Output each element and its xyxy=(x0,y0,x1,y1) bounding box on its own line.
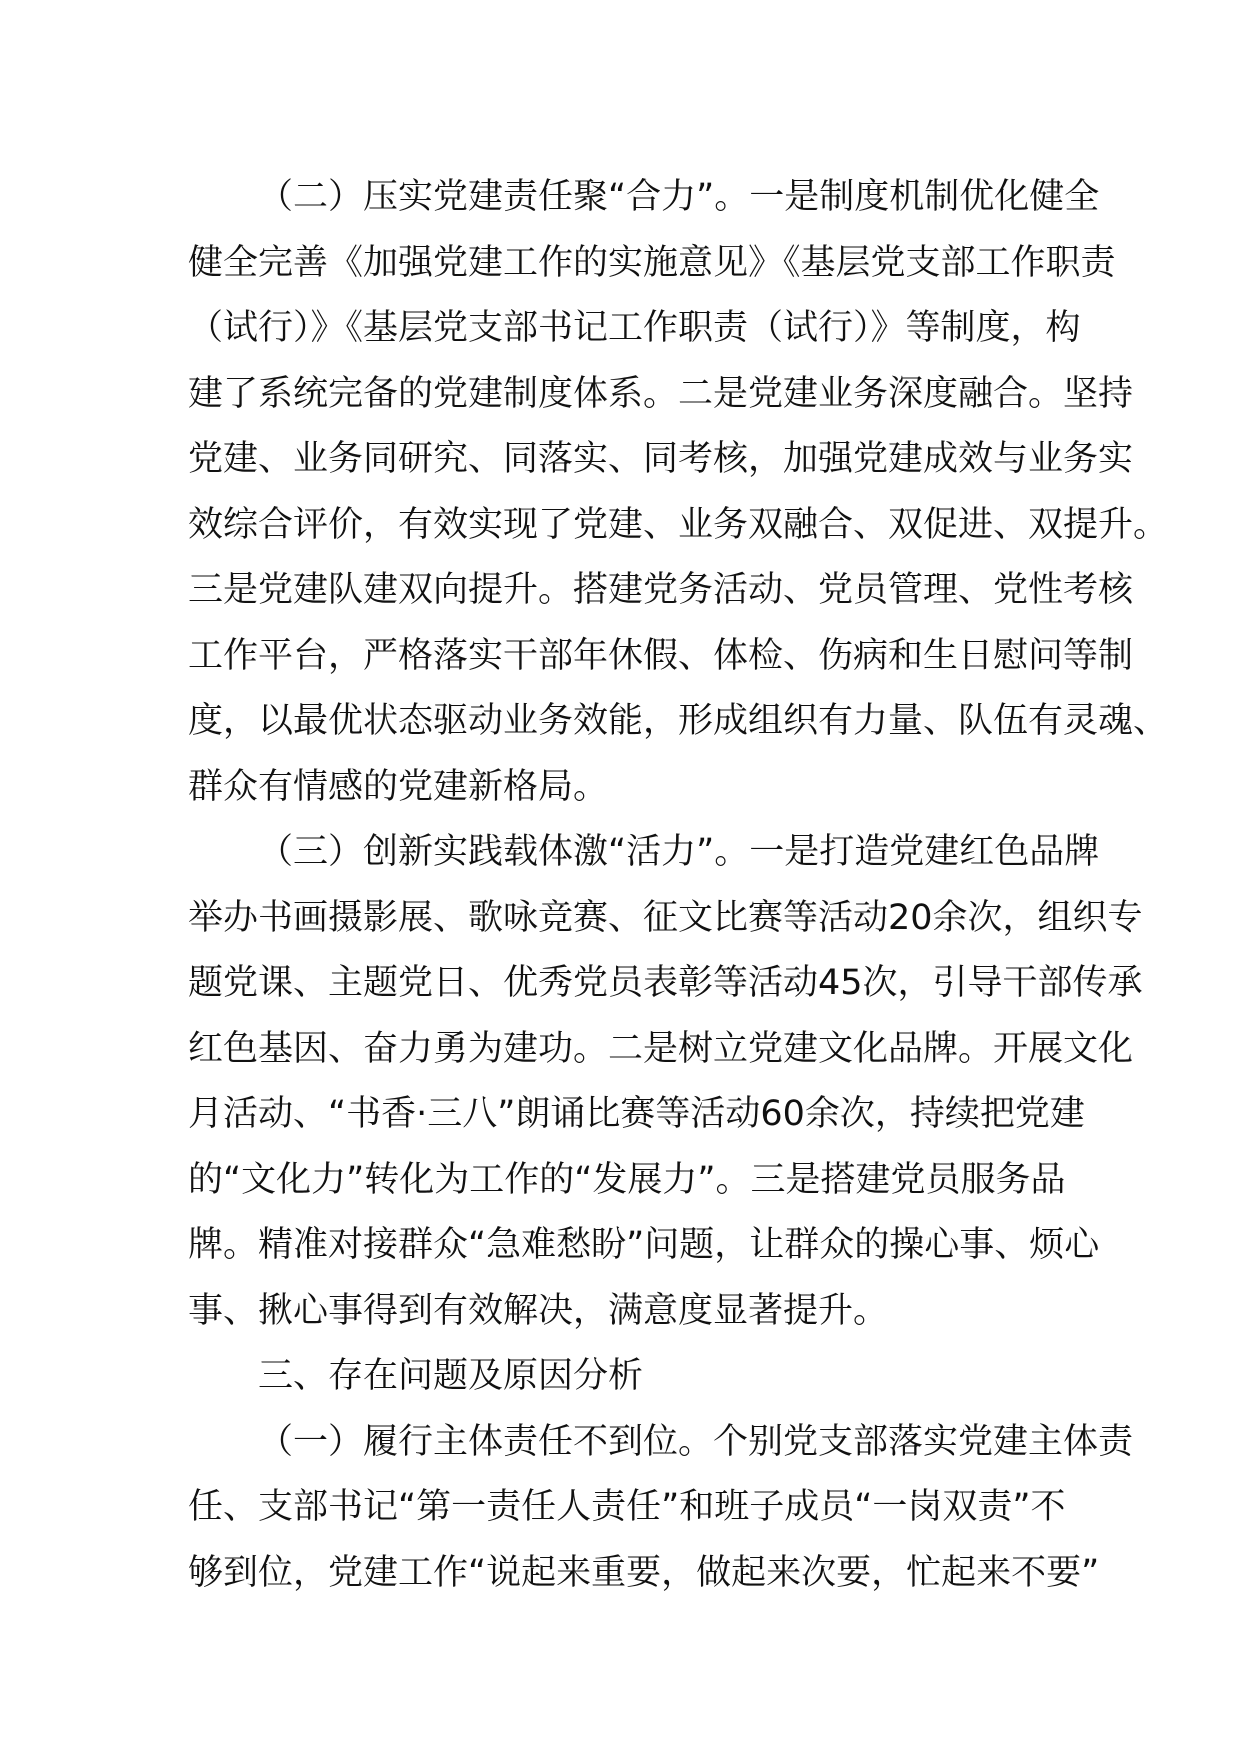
paragraph-line: 任、支部书记“第一责任人责任”和班子成员“一岗双责”不 xyxy=(188,1487,1066,1527)
paragraph-line: 事、揪心事得到有效解决，满意度显著提升。 xyxy=(188,1290,889,1331)
paragraph-line: 的“文化力”转化为工作的“发展力”。三是搭建党员服务品 xyxy=(188,1159,1066,1200)
paragraph-line: 工作平台，严格落实干部年休假、体检、伤病和生日慰问等制 xyxy=(188,635,1134,676)
paragraph-line: 月活动、“书香·三八”朗诵比赛等活动60余次，持续把党建 xyxy=(188,1094,1085,1134)
paragraph-line: 健全完善《加强党建工作的实施意见》《基层党支部工作职责 xyxy=(188,242,1116,283)
paragraph-line: 题党课、主题党日、优秀党员表彰等活动45次，引导干部传承 xyxy=(188,963,1143,1003)
paragraph-line: 党建、业务同研究、同落实、同考核，加强党建成效与业务实 xyxy=(188,439,1134,479)
paragraph-line: （一）履行主体责任不到位。个别党支部落实党建主体责 xyxy=(258,1421,1134,1462)
paragraph-line: 建了系统完备的党建制度体系。二是党建业务深度融合。坚持 xyxy=(188,373,1134,414)
paragraph-line: 三是党建队建双向提升。搭建党务活动、党员管理、党性考核 xyxy=(188,570,1134,610)
paragraph-line: （三）创新实践载体激“活力”。一是打造党建红色品牌 xyxy=(258,832,1100,872)
document-body xyxy=(188,165,1169,1606)
paragraph-line: 够到位，党建工作“说起来重要，做起来次要，忙起来不要” xyxy=(188,1552,1100,1593)
paragraph-line: （试行）》《基层党支部书记工作职责（试行）》等制度，构 xyxy=(188,308,1081,348)
section-heading: 三、存在问题及原因分析 xyxy=(258,1356,644,1396)
paragraph-line: 效综合评价，有效实现了党建、业务双融合、双促进、双提升。 xyxy=(188,504,1169,545)
paragraph-line: 度，以最优状态驱动业务效能，形成组织有力量、队伍有灵魂、 xyxy=(188,701,1169,741)
paragraph-line: 牌。精准对接群众“急难愁盼”问题，让群众的操心事、烦心 xyxy=(188,1225,1100,1265)
paragraph-line: 红色基因、奋力勇为建功。二是树立党建文化品牌。开展文化 xyxy=(188,1028,1134,1069)
paragraph-line: 举办书画摄影展、歌咏竞赛、征文比赛等活动20余次，组织专 xyxy=(188,897,1143,938)
paragraph-line: 群众有情感的党建新格局。 xyxy=(188,766,609,807)
paragraph-line: （二）压实党建责任聚“合力”。一是制度机制优化健全 xyxy=(258,177,1100,217)
